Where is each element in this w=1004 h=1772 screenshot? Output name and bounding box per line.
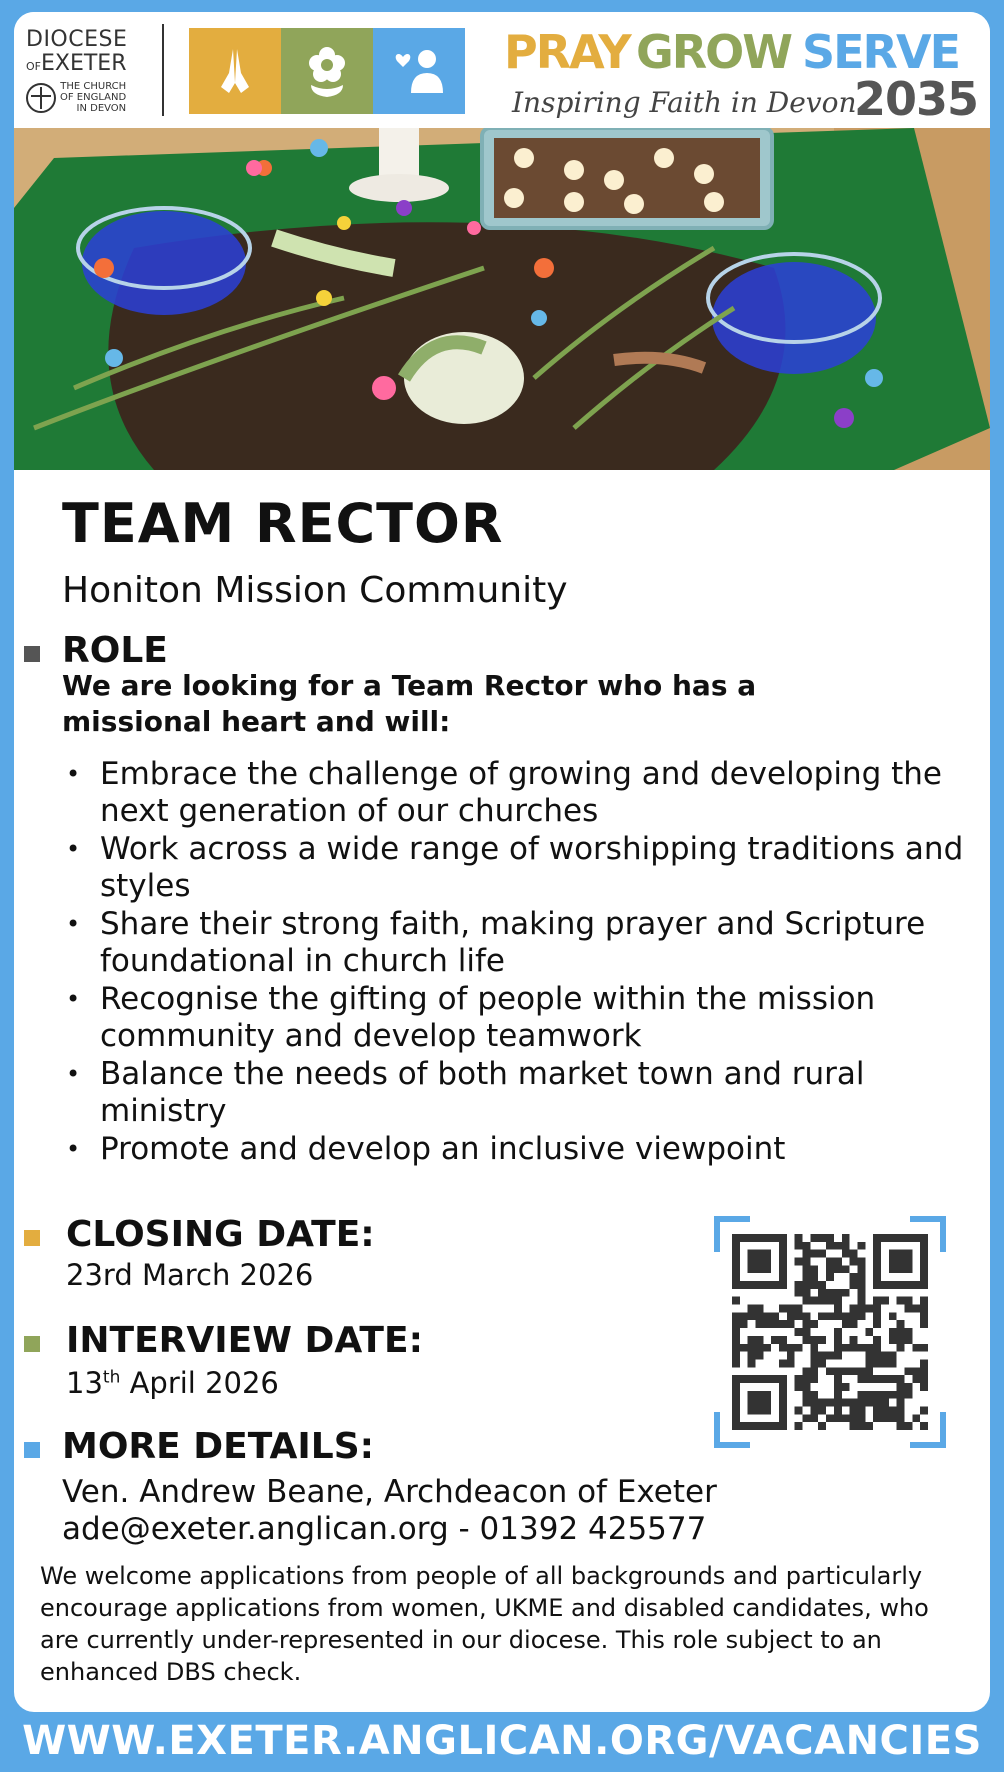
brand-year: 2035	[853, 72, 978, 126]
closing-heading: CLOSING DATE:	[66, 1214, 375, 1255]
header-divider	[162, 24, 164, 116]
contact-email-phone[interactable]: ade@exeter.anglican.org - 01392 425577	[62, 1511, 707, 1547]
qr-code-icon	[732, 1234, 928, 1430]
list-item: • Work across a wide range of worshipping traditions and styles	[62, 831, 972, 905]
coe-text: THE CHURCH OF ENGLAND IN DEVON	[60, 81, 127, 114]
people-heart-icon	[373, 28, 465, 114]
vacancies-url[interactable]: WWW.EXETER.ANGLICAN.ORG/VACANCIES	[22, 1718, 982, 1764]
brand-serve: SERVE	[802, 25, 959, 79]
diocese-line1: DIOCESE	[26, 27, 128, 52]
pray-grow-serve-logo	[504, 24, 984, 124]
page-subtitle: Honiton Mission Community	[62, 570, 568, 611]
list-item: • Share their strong faith, making prayer and Scripture foundational in church life	[62, 906, 972, 980]
closing-marker	[24, 1230, 40, 1246]
flower-icon	[281, 28, 373, 114]
list-item: • Promote and develop an inclusive viewpoint	[62, 1131, 972, 1168]
page-title: TEAM RECTOR	[62, 492, 504, 555]
brand-pray: PRAY	[504, 25, 630, 79]
closing-date: 23rd March 2026	[66, 1258, 314, 1292]
list-item: • Balance the needs of both market town and rural ministry	[62, 1056, 972, 1130]
role-marker	[24, 646, 40, 662]
qr-code[interactable]	[714, 1216, 946, 1448]
list-item: • Recognise the gifting of people within the mission community and develop teamwork	[62, 981, 972, 1055]
brand-grow: GROW	[636, 25, 792, 79]
list-item: • Embrace the challenge of growing and developing the next generation of our churches	[62, 756, 972, 830]
role-list	[62, 756, 972, 1169]
hero-photo	[14, 128, 990, 470]
diocese-line2: EXETER	[41, 51, 127, 76]
cross-icon	[26, 83, 56, 113]
details-marker	[24, 1442, 40, 1458]
header	[14, 12, 990, 128]
vacancy-card	[14, 12, 990, 1712]
role-lead: We are looking for a Team Rector who has a missional heart and will:	[62, 669, 757, 738]
icon-tiles	[189, 28, 465, 114]
contact-block	[62, 1474, 717, 1548]
diocese-of: OF	[26, 60, 41, 73]
brand-tagline: Inspiring Faith in Devon	[512, 86, 857, 119]
interview-marker	[24, 1336, 40, 1352]
details-heading: MORE DETAILS:	[62, 1426, 375, 1467]
diocese-logo	[26, 28, 154, 118]
praying-hands-icon	[189, 28, 281, 114]
contact-name: Ven. Andrew Beane, Archdeacon of Exeter	[62, 1474, 717, 1510]
interview-date: 13th April 2026	[66, 1366, 279, 1400]
interview-heading: INTERVIEW DATE:	[66, 1320, 423, 1361]
role-heading: ROLE	[62, 630, 168, 671]
equality-notice: We welcome applications from people of all backgrounds and particularly encourage applications from women, UKME and disabled candidates, who are currently under-represented in our diocese. This role subject to an enhanced DBS check.	[40, 1562, 929, 1686]
